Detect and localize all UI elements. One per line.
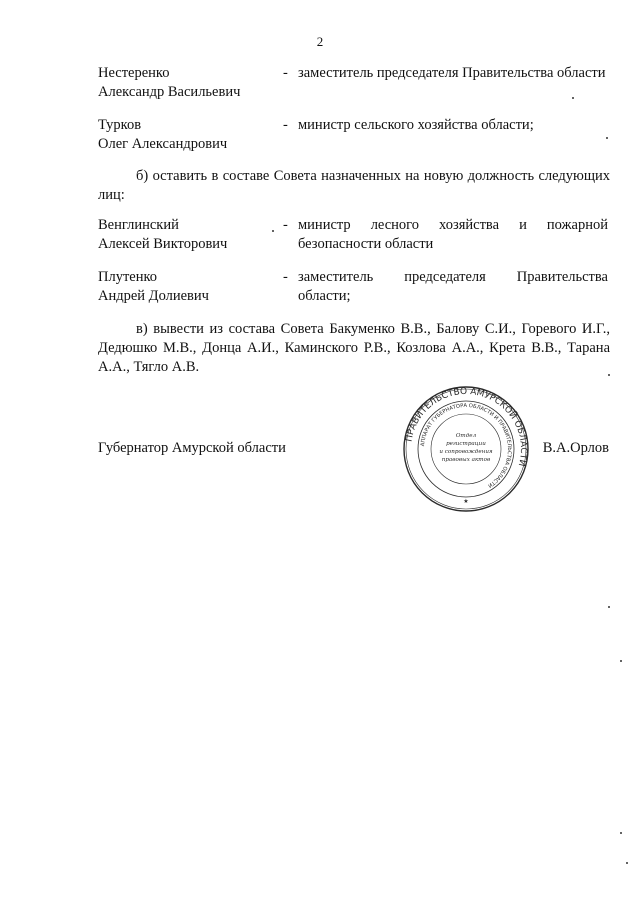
member-entry-plutenko [98, 268, 610, 308]
scan-speck [626, 862, 628, 864]
member-entry-nesterenko [98, 64, 610, 104]
entry-dash: - [283, 65, 288, 81]
seal-center-line: и сопровождения [439, 449, 493, 455]
entry-dash: - [283, 117, 288, 133]
member-role: министр сельского хозяйства области; [298, 117, 534, 133]
page-number: 2 [316, 34, 324, 49]
seal-outer-text: ПРАВИТЕЛЬСТВО АМУРСКОЙ ОБЛАСТИ [404, 386, 529, 468]
member-name: Турков Олег Александрович [98, 117, 228, 152]
governor-name: В.А.Орлов [542, 440, 609, 456]
governor-title: Губернатор Амурской области [98, 440, 286, 456]
seal-inner-text: АППАРАТ ГУБЕРНАТОРА ОБЛАСТИ И ПРАВИТЕЛЬСТВА ОБЛАСТИ [420, 402, 513, 489]
seal-center-line: Отдел [455, 433, 477, 439]
member-name: Венглинский Алексей Викторович [98, 217, 228, 252]
member-role: заместитель председателя Правительства области; [298, 269, 608, 304]
official-seal [402, 385, 530, 513]
scan-speck [608, 606, 610, 608]
scan-speck [272, 230, 274, 232]
member-role: министр лесного хозяйства и пожарной безопасности области [298, 217, 608, 252]
member-name: Плутенко Андрей Долиевич [98, 269, 209, 304]
scan-speck [620, 660, 622, 662]
entry-dash: - [283, 217, 288, 233]
paragraph-v [98, 320, 610, 377]
scan-speck [572, 97, 574, 99]
paragraph-b [98, 167, 610, 205]
member-entry-venglinsky [98, 216, 610, 256]
entry-dash: - [283, 269, 288, 285]
scan-speck [620, 832, 622, 834]
paragraph-b-text: б) оставить в составе Совета назначенных на новую должность следующих лиц: [98, 168, 610, 203]
seal-center-line: правовых актов [441, 457, 491, 463]
seal-center-line: регистрации [446, 441, 486, 447]
seal-star-icon: ★ [463, 499, 469, 505]
scan-speck [608, 374, 610, 376]
member-role: заместитель председателя Правительства области [298, 65, 606, 81]
member-name: Нестеренко Александр Васильевич [98, 65, 241, 100]
paragraph-v-text: в) вывести из состава Совета Бакуменко В.В., Балову С.И., Горевого И.Г., Дедюшко М.В., Донца А.И., Каминского Р.В., Козлова А.А., Крета В.В., Тарана А.А., Тягло А.В. [98, 321, 610, 375]
scan-speck [606, 137, 608, 139]
member-entry-turkov [98, 116, 610, 156]
